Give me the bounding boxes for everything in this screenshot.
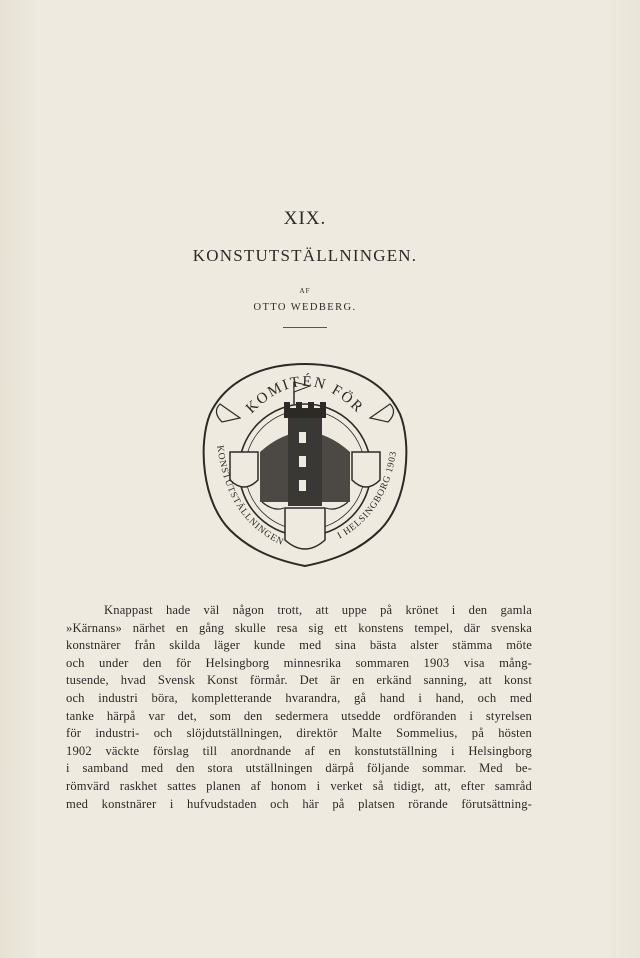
author-name: OTTO WEDBERG.	[253, 302, 357, 313]
emblem-right-text: I HELSINGBORG 1903	[336, 450, 400, 542]
body-line: tanke härpå var det, som den sedermera utsedde ordföranden i styrelsen	[66, 708, 532, 723]
body-line: och industri böra, kompletterande hvarandra, gå hand i hand, och med	[66, 690, 532, 705]
body-line: i samband med den stora utställningen därpå följande sommar. Med be-	[66, 761, 532, 776]
body-line: 1902 väckte förslag till anordnande af en konstutställning i Helsingborg	[66, 743, 532, 758]
byline-prefix: AF	[299, 287, 311, 295]
bottom-shield-icon	[285, 508, 325, 549]
body-line: tusende, hvad Svensk Konst förmår. Det är en erkänd sanning, att konst	[66, 673, 532, 688]
body-line: römvärd raskhet sattes planen af honom i verket så tidigt, att, efter samråd	[66, 778, 532, 793]
right-shield-icon	[352, 452, 380, 487]
body-line: och under den för Helsingborg minnesrika sommaren 1903 visa mång-	[66, 655, 532, 670]
body-line: med konstnärer i hufvudstaden och här på platsen rörande förutsättning-	[66, 796, 532, 811]
left-shield-icon	[230, 452, 258, 487]
body-line: Knappast hade väl någon trott, att uppe på krönet i den gamla	[104, 603, 532, 617]
emblem-left-text: KONSTUTSTÄLLNINGEN	[214, 444, 286, 548]
body-line: för industri- och slöjdutställningen, direktör Malte Sommelius, på hösten	[66, 726, 532, 741]
tower-illustration	[284, 382, 326, 506]
title-divider	[283, 327, 327, 328]
committee-emblem	[200, 352, 410, 580]
chapter-title: KONSTUTSTÄLLNINGEN.	[192, 246, 418, 265]
chapter-number: XIX.	[283, 208, 327, 229]
emblem-top-text: KOMITÉN FÖR	[243, 373, 367, 417]
body-line: »Kärnans» närhet en gång skulle resa sig ett konstens tempel, där svenska	[66, 620, 532, 635]
body-paragraph	[66, 602, 532, 813]
body-line: konstnärer från skilda läger kunde med sina bästa alster stämma möte	[66, 638, 532, 653]
